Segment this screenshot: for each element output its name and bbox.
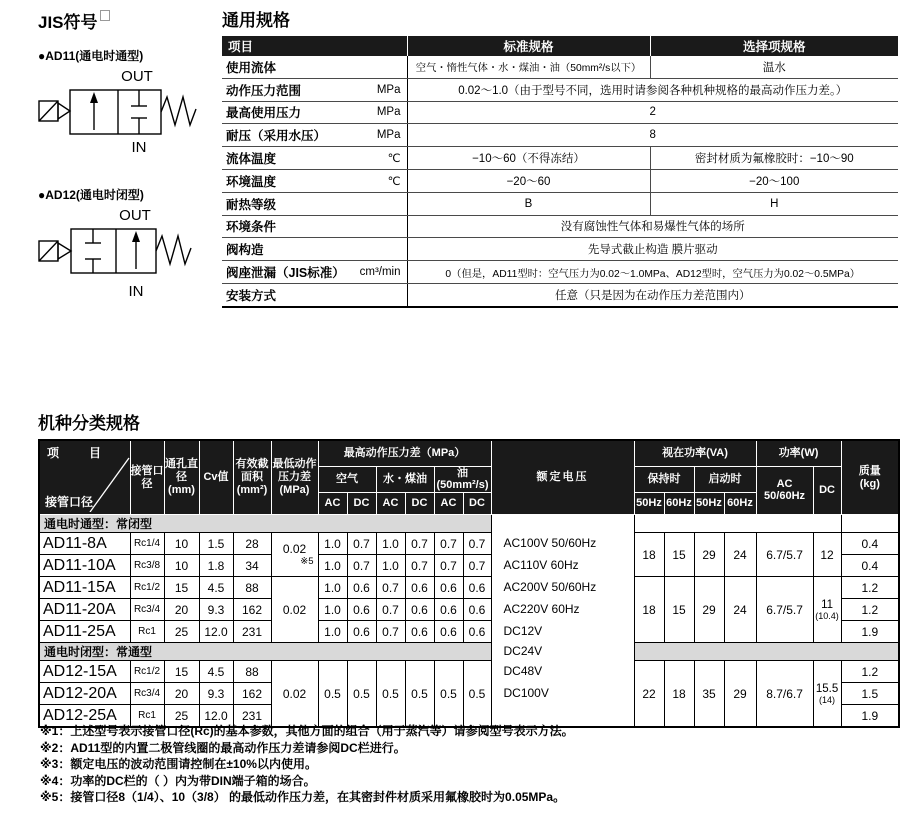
spec-option-cell: 密封材质为氟橡胶时：−10～90 [650, 147, 898, 170]
header-60hz: 60Hz [664, 493, 694, 515]
model-spec-title: 机种分类规格 [38, 414, 140, 433]
spec-unit: MPa [376, 106, 401, 119]
header-50hz: 50Hz [634, 493, 664, 515]
cv-cell: 4.5 [199, 577, 233, 599]
diff-cell: 0.6 [405, 621, 434, 643]
mass-cell: 1.2 [841, 661, 899, 683]
header-ac: AC [434, 493, 463, 515]
power-dc-cell [813, 577, 841, 643]
min-diff-cell: 0.02 [271, 661, 318, 727]
header-dc: DC [405, 493, 434, 515]
spec-row [222, 215, 898, 238]
spec-row [222, 238, 898, 261]
spec-full-cell: 先导式截止构造 膜片驱动 [407, 238, 898, 261]
tofu-box [100, 10, 110, 21]
spec-row [222, 101, 898, 124]
spec-item: 动作压力范围 [226, 83, 302, 98]
area-cell: 88 [233, 577, 271, 599]
cv-cell: 4.5 [199, 661, 233, 683]
spec-item: 环境温度 [226, 174, 277, 189]
jis-symbol-section [38, 8, 222, 300]
header-option: 选择项规格 [650, 36, 898, 56]
spec-item-cell [222, 78, 407, 101]
diff-cell: 1.0 [318, 533, 347, 555]
corner-bottom-label: 接管口径 [45, 495, 94, 510]
diff-cell: 0.7 [463, 555, 491, 577]
spec-standard-cell: B [407, 192, 650, 215]
area-cell: 231 [233, 705, 271, 727]
header-fluid-air: 空气 [318, 466, 376, 493]
diff-cell: 1.0 [376, 555, 405, 577]
spec-standard-cell: 空气・惰性气体・水・煤油・油（50mm²/s以下） [407, 56, 650, 78]
footnote: ※3：额定电压的波动范围请控制在±10%以内使用。 [40, 757, 317, 771]
diff-cell: 0.7 [347, 533, 376, 555]
cv-cell: 12.0 [199, 621, 233, 643]
min-diff-note: ※5 [300, 556, 314, 568]
bore-cell: 20 [164, 599, 199, 621]
power-dc-cell [813, 661, 841, 727]
spec-option-cell: 温水 [650, 56, 898, 78]
model-cell: AD12-25A [39, 705, 130, 727]
va-cell: 18 [634, 577, 664, 643]
header-ac: AC [318, 493, 347, 515]
header-va-hold: 保持时 [634, 466, 694, 493]
spec-item-cell [222, 192, 407, 215]
spec-full-cell: 任意（只是因为在动作压力差范围内） [407, 283, 898, 306]
model-row [39, 533, 899, 555]
cv-cell: 1.5 [199, 533, 233, 555]
spec-item: 安装方式 [226, 288, 277, 303]
voltage-item: AC100V 50/60Hz [503, 536, 597, 551]
header-power-ac: AC 50/60Hz [756, 466, 813, 515]
bore-cell: 10 [164, 533, 199, 555]
corner-top-label: 项 目 [47, 446, 111, 460]
model-cell: AD12-20A [39, 683, 130, 705]
port-cell: Rc1/2 [130, 661, 164, 683]
valve-ad11-out-label: OUT [121, 68, 153, 85]
diff-cell: 1.0 [318, 599, 347, 621]
spec-item-cell [222, 56, 407, 78]
corner-diagonal-icon [40, 441, 131, 512]
diff-cell: 0.6 [347, 577, 376, 599]
spec-item: 阀构造 [226, 243, 264, 258]
port-cell: Rc3/4 [130, 683, 164, 705]
area-cell: 34 [233, 555, 271, 577]
header-power: 功率(W) [756, 440, 841, 466]
spec-row [222, 78, 898, 101]
spec-row [222, 169, 898, 192]
cv-cell: 9.3 [199, 599, 233, 621]
va-cell: 29 [724, 661, 756, 727]
diff-cell: 0.7 [405, 555, 434, 577]
header-60hz: 60Hz [724, 493, 756, 515]
header-bore: 通孔直径(mm) [164, 440, 199, 515]
mass-cell: 1.9 [841, 705, 899, 727]
mass-cell: 1.5 [841, 683, 899, 705]
general-spec-table [222, 36, 898, 308]
voltage-list-cell [491, 515, 634, 727]
spec-full-cell: 没有腐蚀性气体和易爆性气体的场所 [407, 215, 898, 238]
mass-cell: 0.4 [841, 555, 899, 577]
power-dc-note: (10.4) [815, 610, 839, 621]
spec-row [222, 147, 898, 170]
model-row [39, 661, 899, 683]
spec-row [222, 261, 898, 284]
header-fluid-water: 水・煤油 [376, 466, 434, 493]
va-cell: 24 [724, 577, 756, 643]
footnotes [40, 723, 574, 806]
min-diff-cell: 0.02 [271, 577, 318, 643]
spec-item-cell [222, 147, 407, 170]
bore-cell: 15 [164, 577, 199, 599]
spec-item: 阀座泄漏（JIS标准） [226, 266, 345, 281]
area-cell: 88 [233, 661, 271, 683]
spec-item-cell [222, 238, 407, 261]
bore-cell: 15 [164, 661, 199, 683]
spec-item-cell [222, 124, 407, 147]
spec-row [222, 283, 898, 306]
footnote: ※4：功率的DC栏的（ ）内为带DIN端子箱的场合。 [40, 773, 316, 788]
spec-unit: cm³/min [359, 266, 401, 279]
spec-item: 流体温度 [226, 152, 277, 167]
diff-cell: 0.7 [434, 533, 463, 555]
header-dc: DC [347, 493, 376, 515]
spec-item: 耐热等级 [226, 197, 277, 212]
general-header-row [222, 36, 898, 56]
header-min-diff: 最低动作压力差(MPa) [271, 440, 318, 515]
port-cell: Rc1/2 [130, 577, 164, 599]
section-row-no [39, 515, 899, 533]
jis-title [38, 8, 222, 33]
general-spec-title: 通用规格 [222, 11, 290, 30]
bore-cell: 10 [164, 555, 199, 577]
model-cell: AD12-15A [39, 661, 130, 683]
diff-cell: 1.0 [376, 533, 405, 555]
section-row-nc [39, 643, 899, 661]
power-ac-cell: 8.7/6.7 [756, 661, 813, 727]
spec-option-cell: −20～100 [650, 169, 898, 192]
model-header-row-1 [39, 440, 899, 466]
bore-cell: 20 [164, 683, 199, 705]
cv-cell: 12.0 [199, 705, 233, 727]
spec-row [222, 56, 898, 78]
va-cell: 15 [664, 533, 694, 577]
model-spec-section [38, 409, 900, 728]
model-spec-table [38, 439, 900, 728]
header-dc: DC [463, 493, 491, 515]
va-cell: 18 [634, 533, 664, 577]
port-cell: Rc3/8 [130, 555, 164, 577]
model-cell: AD11-15A [39, 577, 130, 599]
header-va-start: 启动时 [694, 466, 756, 493]
diff-cell: 0.5 [376, 661, 405, 727]
valve-ad12-in-label: IN [128, 283, 144, 300]
area-cell: 28 [233, 533, 271, 555]
diff-cell: 0.6 [463, 599, 491, 621]
bore-cell: 25 [164, 705, 199, 727]
diff-cell: 0.5 [347, 661, 376, 727]
model-row [39, 577, 899, 599]
diff-cell: 0.6 [434, 599, 463, 621]
blank-cell [634, 515, 841, 533]
diff-cell: 0.5 [463, 661, 491, 727]
jis-title-text: JIS符号 [38, 13, 98, 32]
diff-cell: 0.6 [347, 599, 376, 621]
power-ac-cell: 6.7/5.7 [756, 533, 813, 577]
spec-item: 最高使用压力 [226, 106, 302, 121]
header-power-dc: DC [813, 466, 841, 515]
spec-option-cell: H [650, 192, 898, 215]
diff-cell: 0.5 [318, 661, 347, 727]
diff-cell: 0.6 [434, 621, 463, 643]
spec-item-cell [222, 215, 407, 238]
header-max-diff: 最高动作压力差（MPa） [318, 440, 491, 466]
power-dc-value: 11 [821, 598, 834, 611]
corner-header [39, 440, 130, 515]
section-band [634, 643, 899, 661]
spec-row [222, 192, 898, 215]
valve-ad12-out-label: OUT [119, 207, 151, 224]
va-cell: 22 [634, 661, 664, 727]
spec-standard-cell: −10～60（不得冻结） [407, 147, 650, 170]
voltage-item: AC200V 50/60Hz [503, 580, 597, 595]
va-cell: 24 [724, 533, 756, 577]
spec-item-cell [222, 283, 407, 306]
header-item: 项目 [222, 36, 407, 56]
general-spec-section [222, 6, 898, 308]
area-cell: 162 [233, 599, 271, 621]
diff-cell: 0.6 [405, 599, 434, 621]
header-area: 有效截面积(mm²) [233, 440, 271, 515]
diff-cell: 0.7 [376, 577, 405, 599]
cv-cell: 1.8 [199, 555, 233, 577]
voltage-item: DC48V [503, 664, 543, 679]
valve-ad12-diagram-icon [38, 203, 220, 300]
bore-cell: 25 [164, 621, 199, 643]
diff-cell: 0.5 [405, 661, 434, 727]
section-label: 通电时闭型：常通型 [39, 643, 491, 661]
valve-ad11-in-label: IN [131, 139, 147, 156]
spec-row [222, 124, 898, 147]
spec-item-cell [222, 261, 407, 284]
area-cell: 231 [233, 621, 271, 643]
diff-cell: 0.6 [463, 577, 491, 599]
diff-cell: 0.7 [405, 533, 434, 555]
diff-cell: 0.7 [376, 599, 405, 621]
valve-ad11-label: ●AD11(通电时通型) [38, 49, 144, 63]
port-cell: Rc1 [130, 705, 164, 727]
port-cell: Rc1 [130, 621, 164, 643]
model-cell: AD11-20A [39, 599, 130, 621]
footnote: ※1：上述型号表示接管口径(Rc)的基本参数，其他方面的组合（用于蒸汽等）请参阅型号表示方法。 [40, 724, 574, 738]
header-fluid-oil: 油(50mm²/s) [434, 466, 491, 493]
diff-cell: 1.0 [318, 577, 347, 599]
valve-ad11-diagram-icon [38, 64, 220, 156]
diff-cell: 0.6 [405, 577, 434, 599]
mass-cell: 1.9 [841, 621, 899, 643]
spec-standard-cell: −20～60 [407, 169, 650, 192]
voltage-item: AC220V 60Hz [503, 602, 580, 617]
diff-cell: 0.6 [434, 577, 463, 599]
diff-cell: 1.0 [318, 621, 347, 643]
diff-cell: 0.5 [434, 661, 463, 727]
footnote: ※2：AD11型的内置二极管线圈的最高动作压力差请参阅DC栏进行。 [40, 740, 406, 755]
section-label: 通电时通型：常闭型 [39, 515, 491, 533]
footnote: ※5：接管口径8（1/4）、10（3/8） 的最低动作压力差，在其密封件材质采用氟橡胶时为0.05MPa。 [40, 790, 566, 804]
spec-unit: MPa [376, 83, 401, 96]
power-dc-cell: 12 [813, 533, 841, 577]
mass-cell: 1.2 [841, 577, 899, 599]
spec-item-cell [222, 101, 407, 124]
spec-item: 环境条件 [226, 220, 277, 235]
model-cell: AD11-8A [39, 533, 130, 555]
spec-unit: ℃ [387, 175, 401, 188]
voltage-item: AC110V 60Hz [503, 558, 579, 573]
diff-cell: 0.7 [347, 555, 376, 577]
header-cv: Cv值 [199, 440, 233, 515]
power-ac-cell: 6.7/5.7 [756, 577, 813, 643]
mass-cell: 1.2 [841, 599, 899, 621]
header-mass: 质量(kg) [841, 440, 899, 515]
valve-ad12-label: ●AD12(通电时闭型) [38, 188, 144, 202]
va-cell: 15 [664, 577, 694, 643]
va-cell: 29 [694, 533, 724, 577]
spec-unit: ℃ [387, 153, 401, 166]
cv-cell: 9.3 [199, 683, 233, 705]
port-cell: Rc3/4 [130, 599, 164, 621]
min-diff-cell [271, 533, 318, 577]
diff-cell: 0.7 [376, 621, 405, 643]
port-cell: Rc1/4 [130, 533, 164, 555]
header-port: 接管口径 [130, 440, 164, 515]
header-ac: AC [376, 493, 405, 515]
voltage-item: DC100V [503, 686, 549, 701]
voltage-item: DC12V [503, 624, 543, 639]
va-cell: 18 [664, 661, 694, 727]
header-va: 视在功率(VA) [634, 440, 756, 466]
mass-cell: 0.4 [841, 533, 899, 555]
area-cell: 162 [233, 683, 271, 705]
va-cell: 29 [694, 577, 724, 643]
model-cell: AD11-25A [39, 621, 130, 643]
blank-cell [841, 515, 899, 533]
spec-full-cell: 0（但是，AD11型时：空气压力为0.02～1.0MPa、AD12型时，空气压力为0.02～0.5MPa） [407, 261, 898, 284]
diff-cell: 0.6 [347, 621, 376, 643]
header-standard: 标准规格 [407, 36, 650, 56]
spec-unit: MPa [376, 129, 401, 142]
va-cell: 35 [694, 661, 724, 727]
power-dc-note: (14) [819, 694, 836, 705]
spec-item: 使用流体 [226, 60, 277, 75]
diff-cell: 0.6 [463, 621, 491, 643]
spec-full-cell: 2 [407, 101, 898, 124]
power-dc-value: 15.5 [815, 682, 839, 695]
spec-full-cell: 8 [407, 124, 898, 147]
diff-cell: 0.7 [434, 555, 463, 577]
header-voltage: 额定电压 [491, 440, 634, 515]
spec-item-cell [222, 169, 407, 192]
voltage-item: DC24V [503, 644, 543, 659]
diff-cell: 1.0 [318, 555, 347, 577]
diff-cell: 0.7 [463, 533, 491, 555]
spec-item: 耐压（采用水压） [226, 129, 327, 144]
model-cell: AD11-10A [39, 555, 130, 577]
min-diff-value: 0.02 [282, 542, 307, 557]
header-50hz: 50Hz [694, 493, 724, 515]
spec-full-cell: 0.02～1.0（由于型号不同，选用时请参阅各种机种规格的最高动作压力差。） [407, 78, 898, 101]
